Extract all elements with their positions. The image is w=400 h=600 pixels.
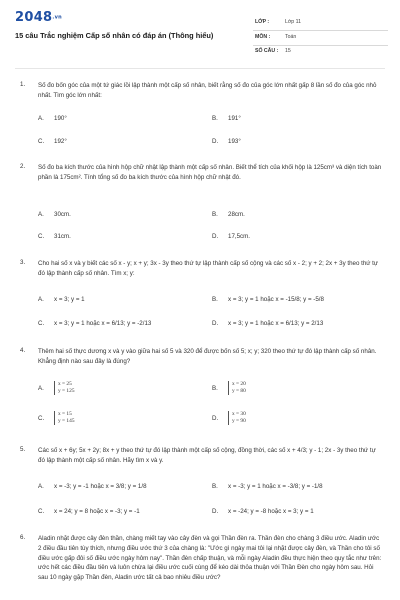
option-b[interactable]: B. 191°	[212, 115, 241, 122]
question-text: Cho hai số x và y biết các số x - y; x + y; 3x - 3y theo thứ tự lập thành cấp số cộng và các số x - 2; y + 2; 2x + 3y theo thứ tự đó lập thành cấp số nhân. Tìm x; y:	[38, 260, 379, 277]
option-c[interactable]: C. x = 3; y = 1 hoặc x = 6/13; y = -2/13	[38, 320, 152, 327]
question-6	[20, 534, 385, 600]
option-d[interactable]: D. x = -24; y = -8 hoặc x = 3; y = 1	[212, 508, 314, 515]
question-number: 2.	[20, 163, 26, 170]
option-c[interactable]: C. 192°	[38, 138, 67, 145]
meta-subject-value: Toán	[285, 34, 297, 40]
question-number: 5.	[20, 446, 26, 453]
question-text: Các số x + 6y; 5x + 2y; 8x + y theo thứ tự đó lập thành một cấp số cộng, đồng thời, các số x + 4/3; y - 1; 2x - 3y theo thứ tự đó lập thành một cấp số nhân. Hãy tìm x và y.	[38, 447, 376, 464]
meta-subject-label: MÔN :	[255, 34, 271, 40]
option-b[interactable]: B. x = 3; y = 1 hoặc x = -15/8; y = -5/8	[212, 296, 324, 303]
meta-class-label: LỚP :	[255, 19, 270, 25]
option-b[interactable]: B.x = 20 y = 80	[212, 381, 246, 394]
question-text: Thêm hai số thực dương x và y vào giữa hai số 5 và 320 để được bốn số 5; x; y; 320 theo thứ tự đó lập thành cấp số nhân. Khẳng định nào sau đây là đúng?	[38, 348, 377, 365]
option-d[interactable]: D. 17,5cm.	[212, 233, 251, 240]
question-3	[20, 259, 385, 335]
option-b[interactable]: B. 28cm.	[212, 211, 245, 218]
option-c[interactable]: C.x = 15 y = 145	[38, 411, 75, 424]
equation-system: x = 30 y = 90	[228, 411, 246, 425]
meta-count	[253, 45, 388, 59]
question-1	[20, 81, 385, 151]
question-5	[20, 446, 385, 522]
option-a[interactable]: A. x = 3; y = 1	[38, 296, 85, 303]
option-a[interactable]: A. 30cm.	[38, 211, 71, 218]
site-logo[interactable]: 2048.vn	[15, 10, 63, 25]
option-d[interactable]: D. 193°	[212, 138, 241, 145]
question-4	[20, 347, 385, 439]
meta-class	[253, 16, 388, 31]
question-number: 3.	[20, 259, 26, 266]
option-d[interactable]: D. x = 3; y = 1 hoặc x = 6/13; y = 2/13	[212, 320, 324, 327]
meta-subject	[253, 31, 388, 46]
option-a[interactable]: A. x = -3; y = -1 hoặc x = 3/8; y = 1/8	[38, 483, 147, 490]
option-b[interactable]: B. x = -3; y = 1 hoặc x = -3/8; y = -1/8	[212, 483, 323, 490]
question-text: Aladin nhặt được cây đèn thần, chàng miết tay vào cây đèn và gọi Thần đèn ra. Thần đèn cho chàng 3 điều ước. Aladin ước 2 điều đầu tiên tùy thích, nhưng điều ước thứ 3 của chàng là: "Ước gì ngày mai tôi lại nhặt được cây đèn, và Thần cho tôi số điều ước gấp đôi số điều ước ngày hôm nay". Thần đèn chấp thuận, và mỗi ngày Aladin đều thực hiện theo quy tắc như trên: ước hết các điều đầu tiên và luôn chừa lại điều ước cuối cùng để kéo dài thỏa thuận với Thần Đèn cho ngày hôm sau. Hỏi sau 10 ngày gặp Thần đèn, Aladin ước tất cả bao nhiêu điều ước?	[38, 535, 382, 582]
question-text: Số đo bốn góc của một tứ giác lồi lập thành một cấp số nhân, biết rằng số đo của góc lớn nhất gấp 8 lần số đo của góc nhỏ nhất. Tìm góc lớn nhất:	[38, 82, 377, 99]
header-divider	[15, 68, 385, 69]
option-c[interactable]: C. x = 24; y = 8 hoặc x = -3; y = -1	[38, 508, 140, 515]
equation-system: x = 20 y = 80	[228, 381, 246, 395]
question-number: 1.	[20, 81, 26, 88]
option-a[interactable]: A.x = 25 y = 125	[38, 381, 75, 394]
option-c[interactable]: C. 31cm.	[38, 233, 71, 240]
meta-class-value: Lớp 11	[285, 19, 301, 25]
meta-count-value: 15	[285, 48, 291, 54]
page-title: 15 câu Trắc nghiệm Cấp số nhân có đáp án (Thông hiểu)	[15, 31, 214, 40]
question-2	[20, 163, 385, 243]
option-d[interactable]: D.x = 30 y = 90	[212, 411, 246, 424]
question-number: 4.	[20, 347, 26, 354]
meta-count-label: SỐ CÂU :	[255, 48, 279, 54]
question-number: 6.	[20, 534, 26, 541]
equation-system: x = 15 y = 145	[54, 411, 75, 425]
page-header	[0, 0, 400, 60]
equation-system: x = 25 y = 125	[54, 381, 75, 395]
option-a[interactable]: A. 190°	[38, 115, 67, 122]
question-text: Số đo ba kích thước của hình hộp chữ nhật lập thành một cấp số nhân. Biết thể tích của khối hộp là 125cm³ và diện tích toàn phần là 175cm². Tính tổng số đo ba kích thước của hình hộp chữ nhật đó.	[38, 164, 382, 181]
